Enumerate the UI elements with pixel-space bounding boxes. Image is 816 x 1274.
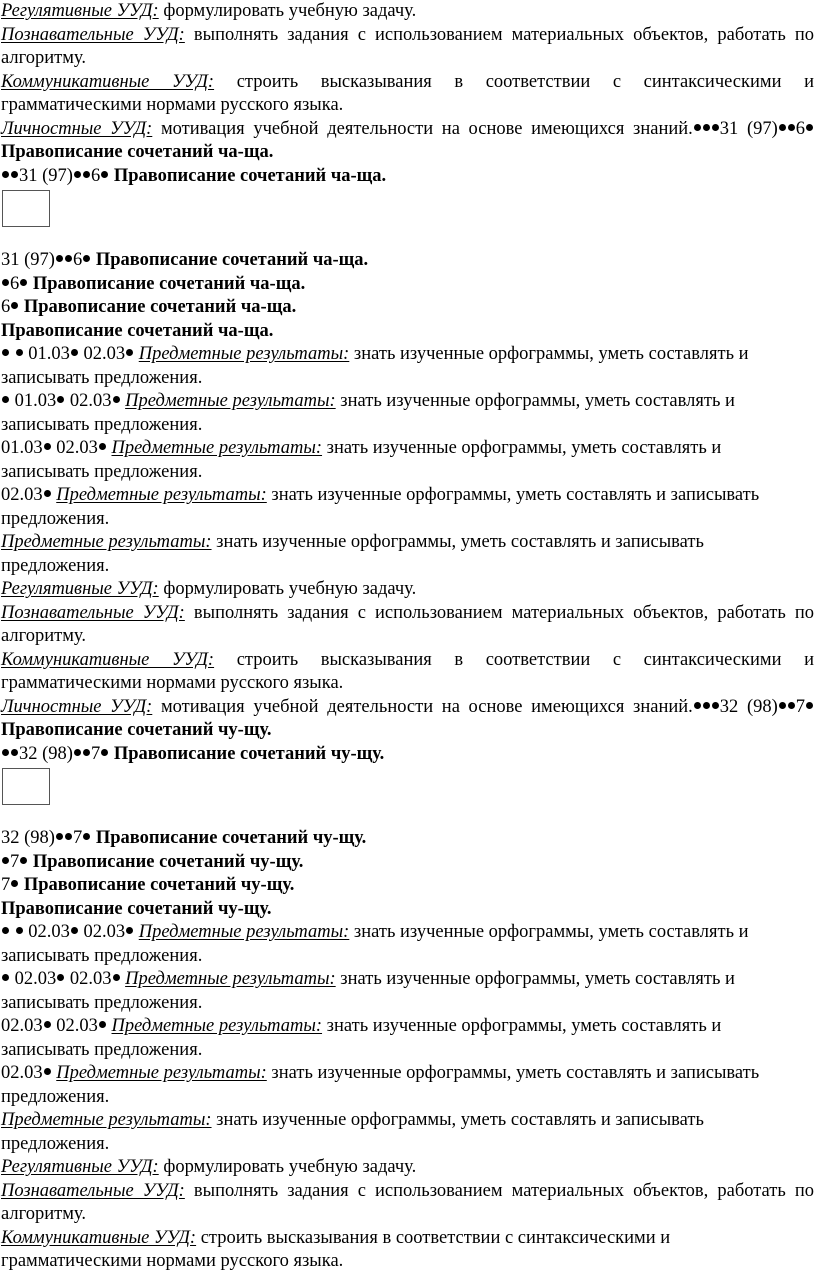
- uud-paragraph: [0, 649, 816, 696]
- bullet-icon: [99, 1021, 106, 1028]
- bullet-icon: [113, 974, 120, 981]
- lesson-number: 32 (98): [19, 743, 73, 764]
- lesson-heading: [0, 898, 816, 922]
- uud-text: строить высказывания в соответствии с синтаксическими и грамматическими нормами русского языка.: [1, 71, 815, 115]
- lesson-index: 7: [90, 743, 101, 764]
- lesson-title: Правописание сочетаний чу-щу.: [95, 828, 367, 848]
- lesson-index: 6: [795, 118, 806, 139]
- bullet-icon: [694, 702, 701, 709]
- uud-label: Личностные УУД:: [1, 696, 153, 717]
- bullet-icon: [2, 857, 9, 864]
- bullet-icon: [57, 974, 64, 981]
- lesson-title: Правописание сочетаний чу-щу.: [1, 720, 272, 740]
- results-label: Предметные результаты:: [125, 969, 336, 989]
- uud-paragraph: [0, 71, 816, 118]
- uud-paragraph: [0, 24, 816, 71]
- lesson-index: 7: [795, 696, 806, 717]
- bullet-icon: [56, 833, 63, 840]
- bullet-icon: [16, 349, 23, 356]
- date-value: 02.03: [56, 1016, 98, 1036]
- lesson-number: 31 (97): [19, 165, 73, 186]
- results-text: знать изученные орфограммы, уметь составлять и записывать предложения.: [1, 391, 735, 435]
- bullet-icon: [99, 443, 106, 450]
- lesson-index: 6: [90, 165, 101, 186]
- results-text: знать изученные орфограммы, уметь составлять и записывать предложения.: [1, 1063, 760, 1107]
- uud-label: Коммуникативные УУД:: [1, 71, 215, 92]
- date-value: 02.03: [1, 485, 43, 505]
- bullet-icon: [712, 702, 719, 709]
- results-text: знать изученные орфограммы, уметь составлять и записывать предложения.: [1, 438, 722, 482]
- uud-paragraph: [0, 602, 816, 649]
- bullet-icon: [74, 749, 81, 756]
- results-text: знать изученные орфограммы, уметь составлять и записывать предложения.: [1, 1110, 704, 1154]
- results-text: знать изученные орфограммы, уметь составлять и записывать предложения.: [1, 1016, 722, 1060]
- uud-text: выполнять задания с использованием материальных объектов, работать по алгоритму.: [1, 1180, 815, 1224]
- results-label: Предметные результаты:: [1, 1110, 212, 1130]
- bullet-icon: [779, 702, 786, 709]
- results-label: Предметные результаты:: [56, 1063, 267, 1083]
- results-text: знать изученные орфограммы, уметь составлять и записывать предложения.: [1, 969, 735, 1013]
- uud-paragraph: [0, 578, 816, 602]
- bullet-icon: [71, 927, 78, 934]
- uud-paragraph: [0, 1180, 816, 1227]
- results-text: знать изученные орфограммы, уметь составлять и записывать предложения.: [1, 485, 760, 529]
- bullet-icon: [113, 396, 120, 403]
- uud-text: мотивация учебной деятельности на основе имеющихся знаний.: [160, 118, 693, 139]
- lesson-heading: [0, 851, 816, 875]
- bullet-icon: [44, 1021, 51, 1028]
- bullet-icon: [44, 490, 51, 497]
- bullet-icon: [11, 880, 18, 887]
- lesson-heading: [0, 743, 816, 767]
- date-value: 02.03: [69, 391, 112, 411]
- uud-text: формулировать учебную задачу.: [163, 1, 417, 21]
- bullet-icon: [65, 833, 72, 840]
- bullet-icon: [2, 171, 9, 178]
- bullet-icon: [11, 171, 18, 178]
- lesson-title: Правописание сочетаний ча-ща.: [1, 142, 274, 162]
- lesson-number: 32 (98): [1, 828, 55, 848]
- bullet-icon: [20, 857, 27, 864]
- date-value: 02.03: [28, 922, 70, 942]
- bullet-icon: [2, 749, 9, 756]
- lesson-heading: [0, 249, 816, 273]
- lesson-number: 31 (97): [719, 118, 778, 139]
- results-paragraph: [0, 390, 816, 437]
- results-text: знать изученные орфограммы, уметь составлять и записывать предложения.: [1, 922, 749, 966]
- date-value: 01.03: [14, 391, 57, 411]
- bullet-icon: [788, 702, 795, 709]
- uud-label: Коммуникативные УУД:: [1, 649, 215, 670]
- bullet-icon: [57, 396, 64, 403]
- lesson-heading: [0, 827, 816, 851]
- uud-label: Коммуникативные УУД:: [1, 1227, 197, 1248]
- uud-label: Регулятивные УУД:: [1, 579, 159, 599]
- results-paragraph: [0, 1109, 816, 1156]
- bullet-icon: [65, 255, 72, 262]
- results-paragraph: [0, 343, 816, 390]
- bullet-icon: [806, 702, 813, 709]
- lesson-title: Правописание сочетаний ча-ща.: [113, 165, 387, 186]
- bullet-icon: [83, 255, 90, 262]
- lesson-title: Правописание сочетаний ча-ща.: [1, 320, 274, 341]
- date-value: 01.03: [1, 438, 43, 458]
- lesson-heading: [0, 273, 816, 297]
- bullet-icon: [44, 443, 51, 450]
- date-value: 02.03: [83, 922, 126, 942]
- uud-text: формулировать учебную задачу.: [163, 1157, 417, 1177]
- spacer: [0, 227, 816, 249]
- uud-paragraph: [0, 0, 816, 24]
- bullet-icon: [11, 749, 18, 756]
- lesson-heading: [0, 296, 816, 320]
- lesson-title: Правописание сочетаний ча-ща.: [23, 297, 297, 317]
- lesson-title: Правописание сочетаний чу-щу.: [23, 875, 295, 895]
- lesson-index: 7: [72, 828, 83, 848]
- results-label: Предметные результаты:: [125, 391, 336, 411]
- bullet-icon: [56, 255, 63, 262]
- results-text: знать изученные орфограммы, уметь составлять и записывать предложения.: [1, 344, 749, 388]
- uud-text: строить высказывания в соответствии с синтаксическими и грамматическими нормами русского языка.: [1, 649, 815, 693]
- bullet-icon: [101, 171, 108, 178]
- lesson-heading: [0, 320, 816, 344]
- lesson-title: Правописание сочетаний ча-ща.: [95, 250, 369, 270]
- results-paragraph: [0, 437, 816, 484]
- results-label: Предметные результаты:: [111, 1016, 323, 1036]
- uud-text: строить высказывания в соответствии с синтаксическими и грамматическими нормами русского языка.: [1, 1227, 671, 1271]
- date-value: 02.03: [83, 344, 126, 364]
- uud-text: выполнять задания с использованием материальных объектов, работать по алгоритму.: [1, 24, 815, 68]
- date-value: 02.03: [1, 1016, 43, 1036]
- lesson-title: Правописание сочетаний чу-щу.: [1, 898, 272, 919]
- uud-paragraph: [0, 1227, 816, 1274]
- spacer: [0, 805, 816, 827]
- date-value: 02.03: [14, 969, 57, 989]
- uud-paragraph: [0, 118, 816, 165]
- results-paragraph: [0, 1015, 816, 1062]
- bullet-icon: [20, 279, 27, 286]
- results-label: Предметные результаты:: [111, 438, 323, 458]
- results-label: Предметные результаты:: [138, 344, 350, 364]
- bullet-icon: [74, 171, 81, 178]
- uud-label: Регулятивные УУД:: [1, 1157, 159, 1177]
- bullet-icon: [703, 702, 710, 709]
- bullet-icon: [101, 749, 108, 756]
- bullet-icon: [806, 124, 813, 131]
- lesson-title: Правописание сочетаний ча-ща.: [32, 273, 306, 294]
- bullet-icon: [779, 124, 786, 131]
- lesson-title: Правописание сочетаний чу-щу.: [32, 851, 304, 872]
- bullet-icon: [712, 124, 719, 131]
- bullet-icon: [2, 974, 9, 981]
- bullet-icon: [126, 927, 133, 934]
- results-label: Предметные результаты:: [138, 922, 350, 942]
- uud-label: Познавательные УУД:: [1, 24, 185, 45]
- date-value: 02.03: [69, 969, 112, 989]
- lesson-heading: [0, 874, 816, 898]
- empty-frame: [2, 190, 50, 227]
- uud-label: Познавательные УУД:: [1, 1180, 185, 1201]
- lesson-index: 7: [1, 875, 11, 895]
- results-label: Предметные результаты:: [56, 485, 267, 505]
- uud-text: мотивация учебной деятельности на основе имеющихся знаний.: [160, 696, 693, 717]
- bullet-icon: [83, 749, 90, 756]
- lesson-index: 6: [72, 250, 83, 270]
- results-paragraph: [0, 921, 816, 968]
- results-paragraph: [0, 968, 816, 1015]
- bullet-icon: [694, 124, 701, 131]
- date-value: 01.03: [28, 344, 70, 364]
- date-value: 02.03: [1, 1063, 43, 1083]
- results-paragraph: [0, 484, 816, 531]
- bullet-icon: [703, 124, 710, 131]
- bullet-icon: [83, 833, 90, 840]
- bullet-icon: [126, 349, 133, 356]
- bullet-icon: [71, 349, 78, 356]
- empty-frame: [2, 768, 50, 805]
- bullet-icon: [2, 927, 9, 934]
- bullet-icon: [11, 302, 18, 309]
- bullet-icon: [83, 171, 90, 178]
- uud-label: Личностные УУД:: [1, 118, 153, 139]
- lesson-title: Правописание сочетаний чу-щу.: [113, 743, 385, 764]
- lesson-index: 6: [10, 273, 20, 294]
- uud-paragraph: [0, 696, 816, 743]
- uud-label: Познавательные УУД:: [1, 602, 185, 623]
- lesson-index: 7: [10, 851, 20, 872]
- lesson-index: 6: [1, 297, 11, 317]
- bullet-icon: [2, 396, 9, 403]
- bullet-icon: [2, 349, 9, 356]
- bullet-icon: [788, 124, 795, 131]
- uud-label: Регулятивные УУД:: [1, 1, 159, 21]
- results-paragraph: [0, 531, 816, 578]
- lesson-number: 32 (98): [719, 696, 778, 717]
- results-label: Предметные результаты:: [1, 532, 212, 552]
- lesson-number: 31 (97): [1, 250, 55, 270]
- bullet-icon: [16, 927, 23, 934]
- date-value: 02.03: [56, 438, 98, 458]
- uud-paragraph: [0, 1156, 816, 1180]
- lesson-heading: [0, 165, 816, 189]
- uud-text: формулировать учебную задачу.: [163, 579, 417, 599]
- results-text: знать изученные орфограммы, уметь составлять и записывать предложения.: [1, 532, 704, 576]
- bullet-icon: [44, 1068, 51, 1075]
- uud-text: выполнять задания с использованием материальных объектов, работать по алгоритму.: [1, 602, 815, 646]
- results-paragraph: [0, 1062, 816, 1109]
- bullet-icon: [2, 279, 9, 286]
